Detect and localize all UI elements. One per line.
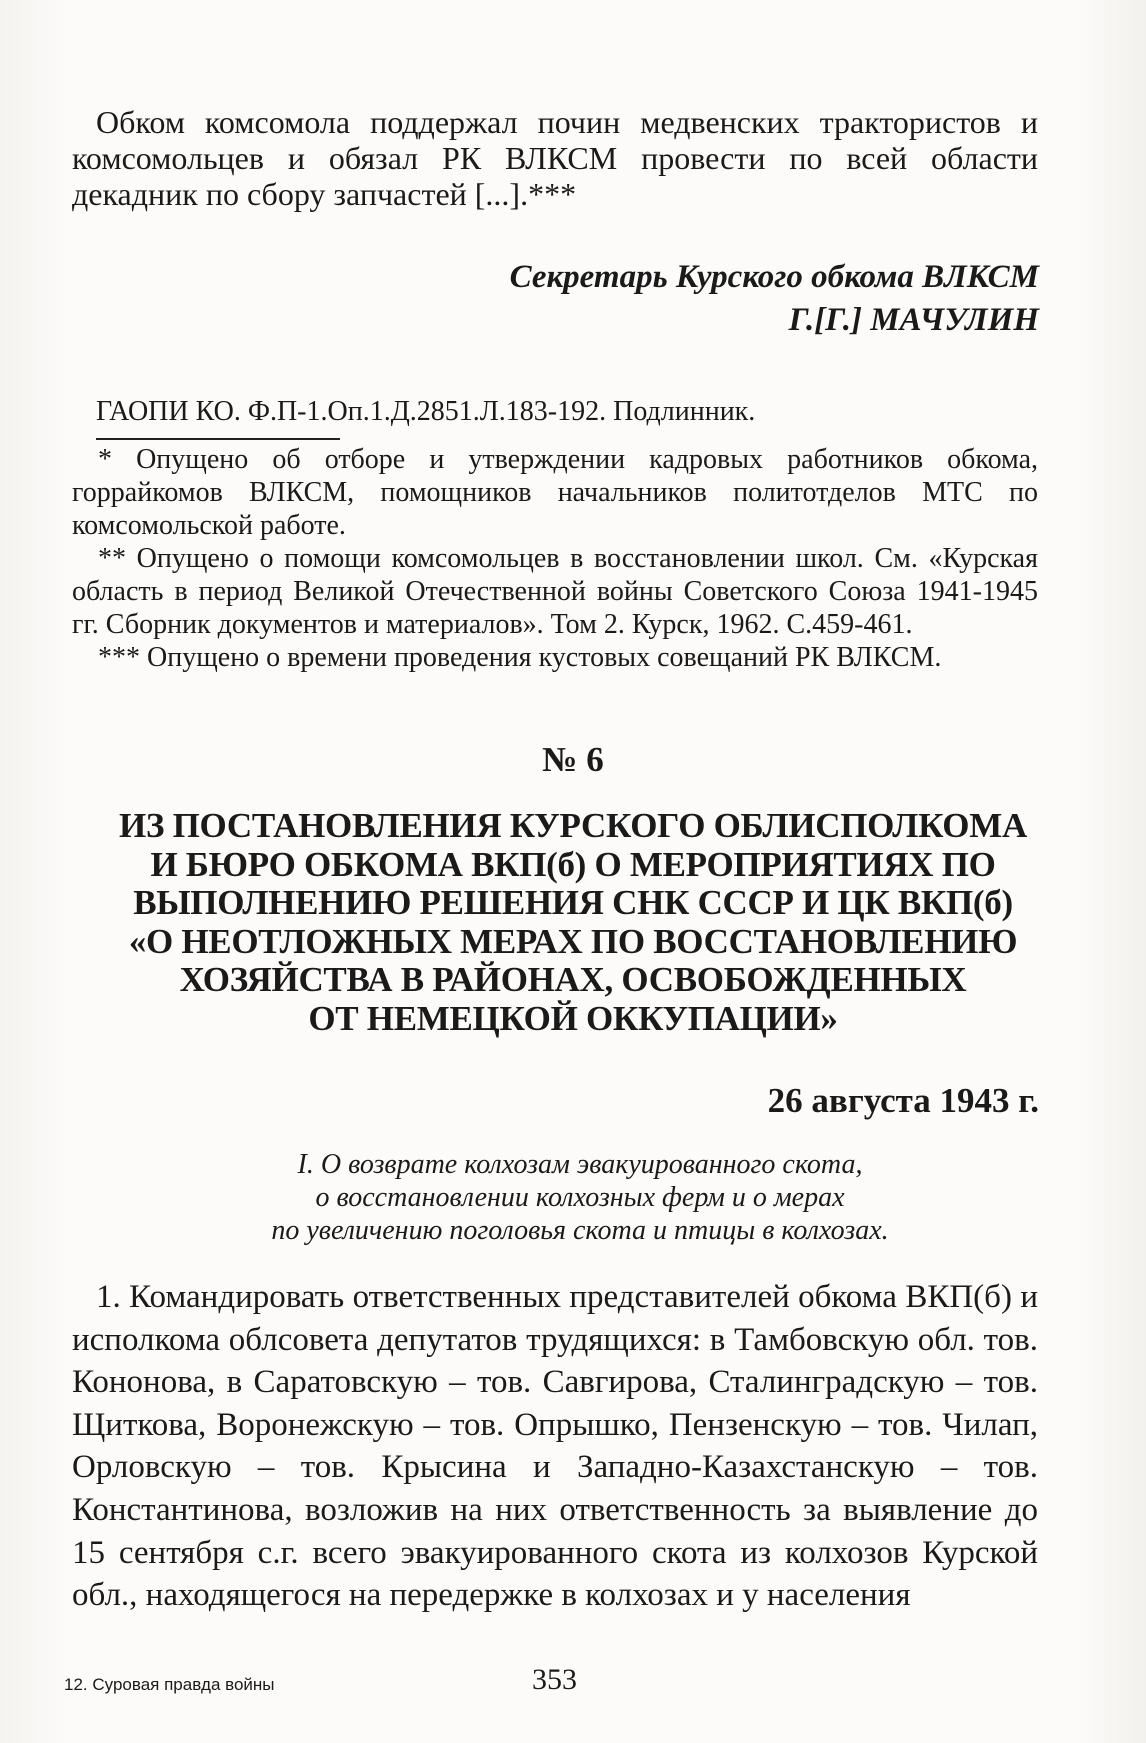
footnote-3: *** Опущено о времени проведения кустовых совещаний РК ВЛКСМ. [98,642,942,673]
footnote-2: ** Опущено о помощи комсомольцев в восстановлении школ. См. «Курская область в период Великой Отечественной войны Советского Союза 1941-1945 гг. Сборник документов и материалов». Том 2. Курск, 1962. С.459-461. [72,543,1038,640]
signature-title: Секретарь Курского обкома ВЛКСМ [509,259,1039,295]
section-heading-line: по увеличению поголовья скота и птицы в колхозах. [271,1215,889,1246]
footnotes [72,443,1038,674]
footnote-divider [96,438,340,440]
document-title-line: ВЫПОЛНЕНИЮ РЕШЕНИЯ СНК СССР И ЦК ВКП(б) [133,883,1013,922]
section-heading-line: о восстановлении колхозных ферм и о мерах [315,1182,845,1213]
footnote-1: * Опущено об отборе и утверждении кадровых работников обкома, горрайкомов ВЛКСМ, помощников начальников политотделов МТС по комсомольской работе. [72,444,1038,541]
document-title [72,807,1074,1038]
printer-signature-mark: 12. Суровая правда войны [64,1675,275,1694]
document-title-line: ОТ НЕМЕЦКОЙ ОККУПАЦИИ» [308,998,838,1038]
document-title-line: И БЮРО ОБКОМА ВКП(б) О МЕРОПРИЯТИЯХ ПО [150,844,996,884]
section-heading-line: I. О возврате колхозам эвакуированного скота, [297,1149,863,1180]
document-title-line: «О НЕОТЛОЖНЫХ МЕРАХ ПО ВОССТАНОВЛЕНИЮ [128,921,1018,961]
page-number: 353 [532,1663,577,1696]
intro-paragraph-block [72,104,1038,212]
intro-paragraph: Обком комсомола поддержал почин медвенских трактористов и комсомольцев и обязал РК ВЛКСМ провести по всей области декадник по сбору запчастей [...].*** [72,104,1038,212]
document-title-line: ИЗ ПОСТАНОВЛЕНИЯ КУРСКОГО ОБЛИСПОЛКОМА [119,806,1027,845]
document-title-line: ХОЗЯЙСТВА В РАЙОНАХ, ОСВОБОЖДЕННЫХ [179,960,967,999]
paragraph-1: 1. Командировать ответственных представителей обкома ВКП(б) и исполкома облсовета депутатов трудящихся: в Тамбовскую обл. тов. Кононова, в Саратовскую – тов. Савгирова, Сталинградскую – тов. Щиткова, Воронежскую – тов. Опрышко, Пензенскую – тов. Чилап, Орловскую – тов. Крысина и Западно-Казахстанскую – тов. Константинова, возложив на них ответственность за выявление до 15 сентября с.г. всего эвакуированного скота из колхозов Курской обл., находящегося на передержке в колхозах и у населения [72,1279,1038,1614]
signature-name: Г.[Г.] МАЧУЛИН [788,302,1039,338]
document-date: 26 августа 1943 г. [767,1081,1039,1120]
section-heading [180,1148,980,1247]
archive-reference: ГАОПИ КО. Ф.П-1.Оп.1.Д.2851.Л.183-192. Подлинник. [96,396,756,427]
document-number: № 6 [542,740,604,779]
main-text [72,1276,1038,1617]
